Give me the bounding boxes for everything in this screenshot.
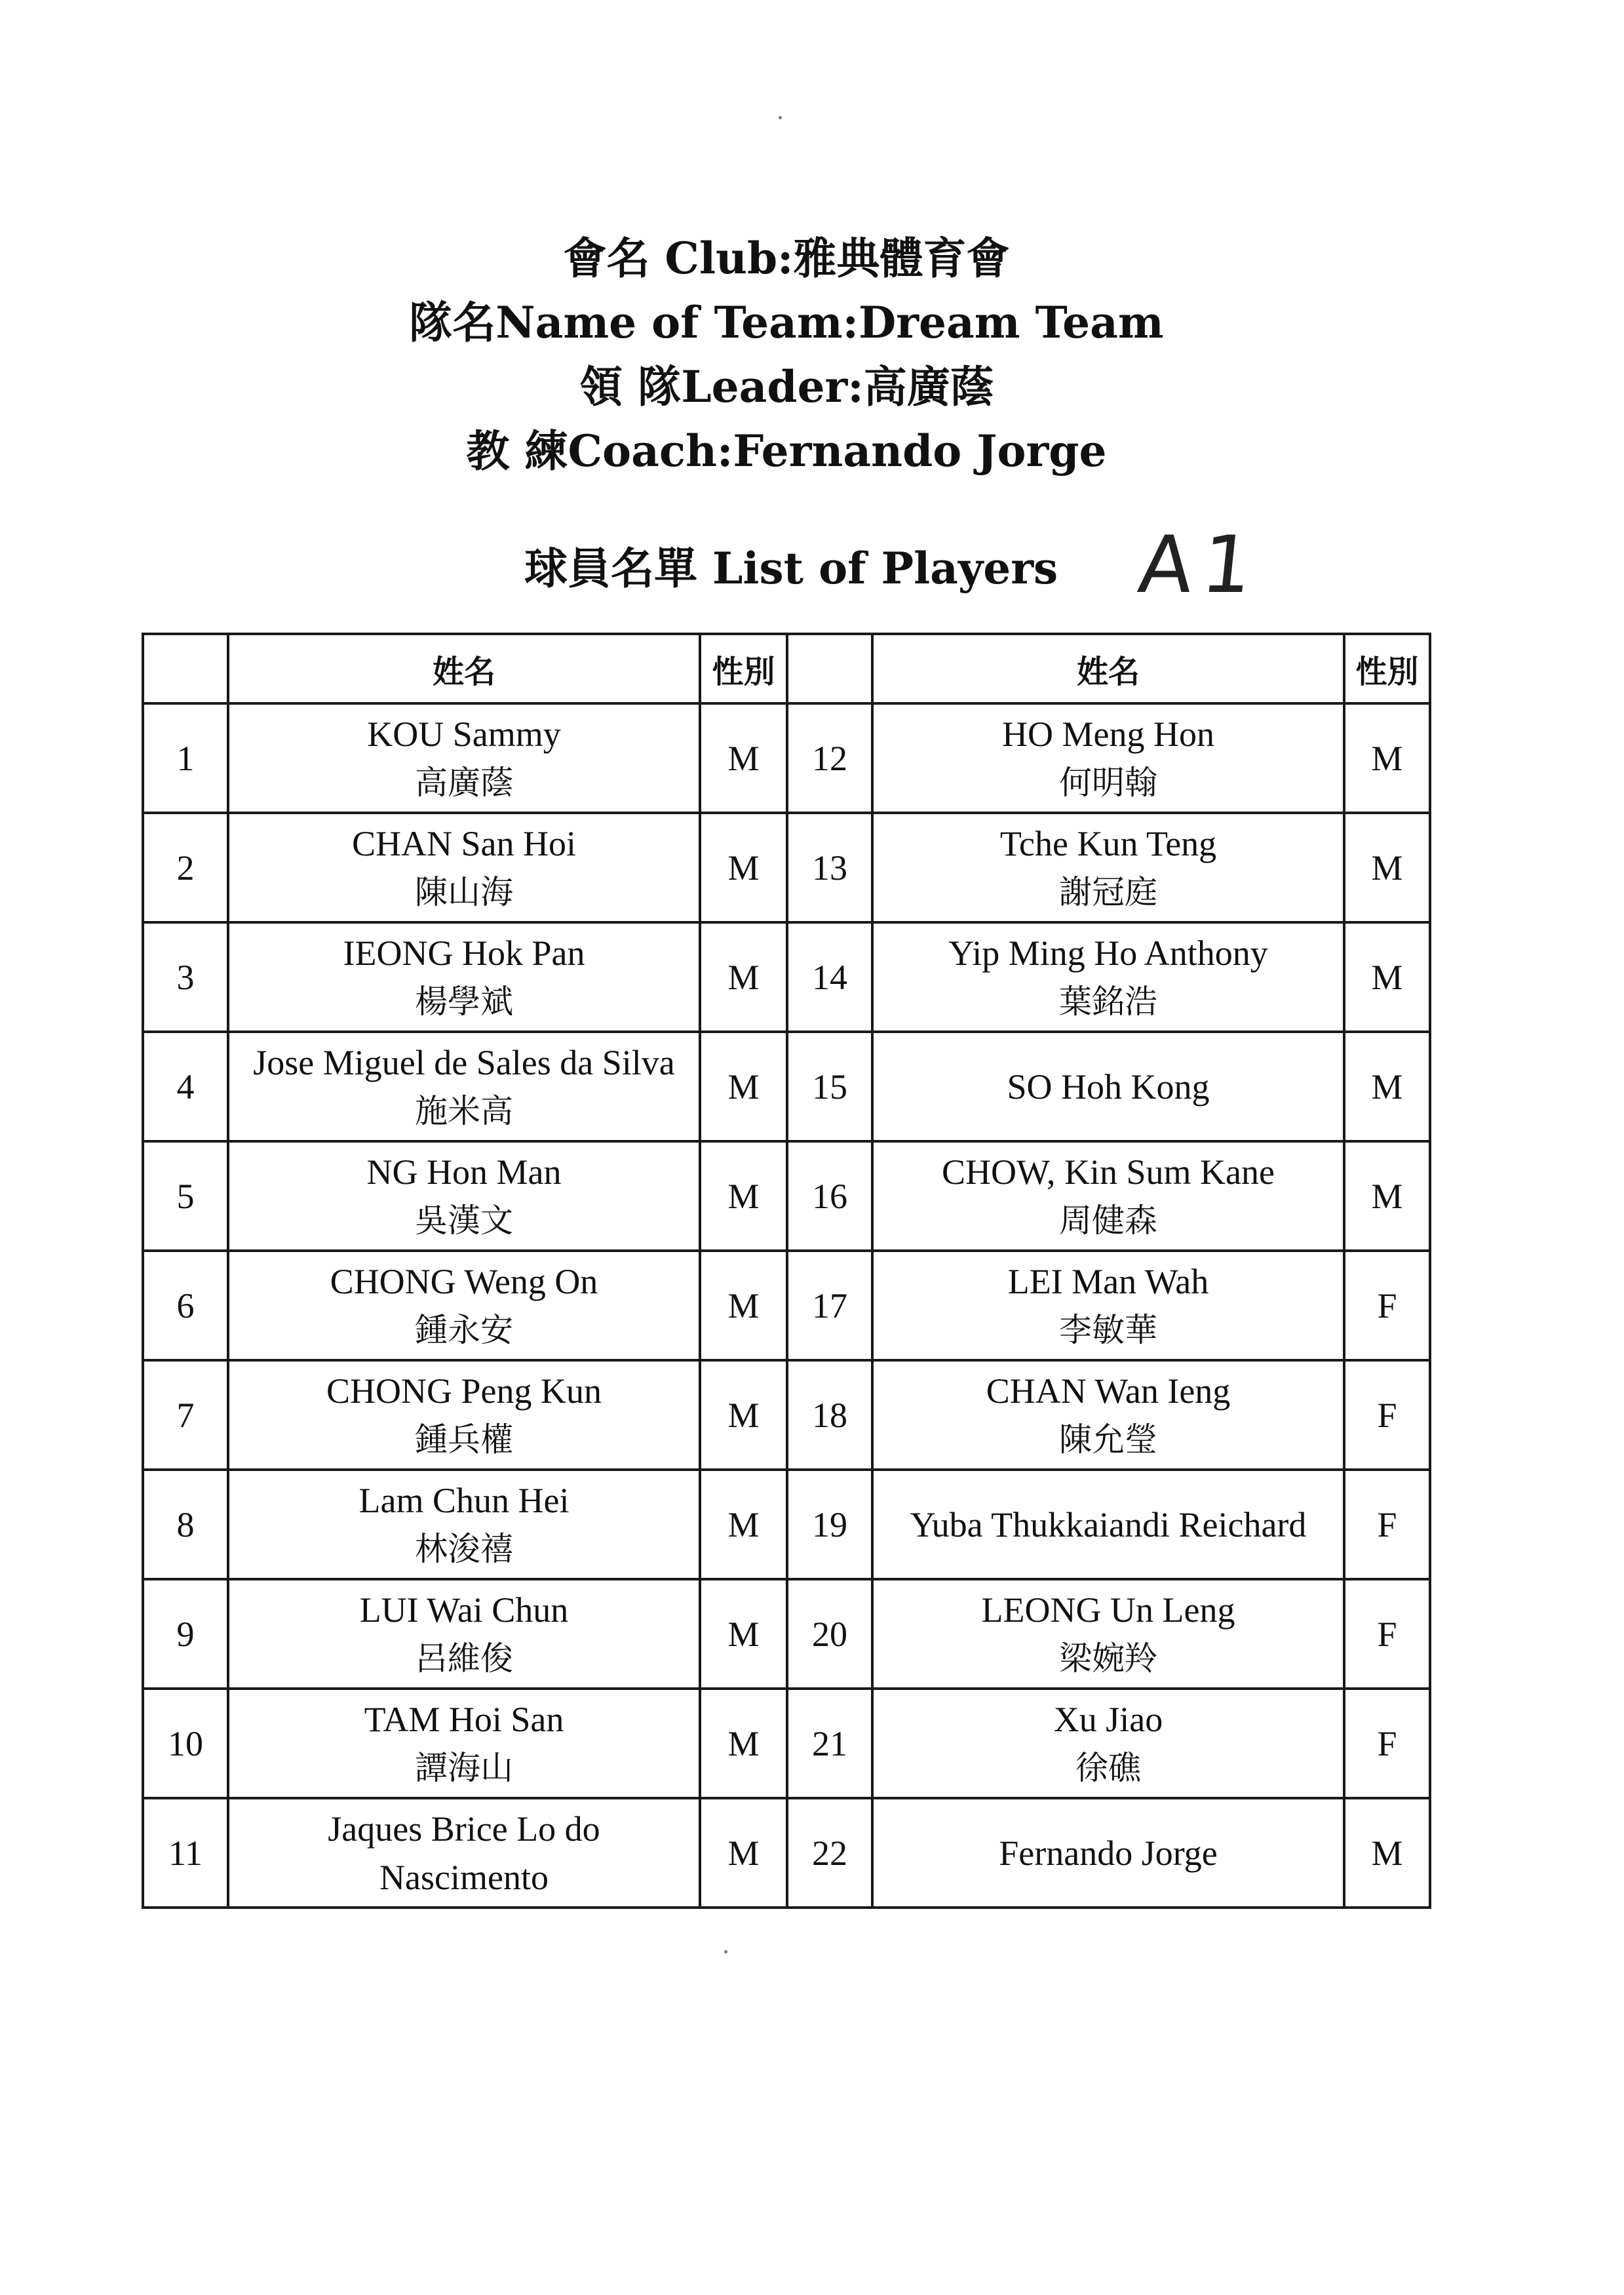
- player-gender: M: [700, 703, 787, 813]
- player-name-cell: [872, 922, 1344, 1032]
- header-left-gender: 性別: [700, 634, 787, 703]
- player-name-en: LEI Man Wah: [1007, 1261, 1209, 1301]
- table-row: [143, 813, 1430, 922]
- player-gender: F: [1344, 1689, 1430, 1798]
- player-name-zh: 周健森: [1059, 1201, 1157, 1240]
- header-left-no: [143, 634, 228, 703]
- player-name-zh: 李敏華: [1059, 1310, 1157, 1349]
- player-number: 7: [143, 1360, 228, 1470]
- player-gender: M: [700, 1141, 787, 1251]
- player-name-cell: [228, 1470, 700, 1579]
- player-name-en: LEONG Un Leng: [981, 1590, 1235, 1630]
- club-line: 會名 Club:雅典體育會: [563, 233, 1010, 284]
- player-name-en: HO Meng Hon: [1002, 714, 1214, 754]
- player-name-en: Jose Miguel de Sales da Silva: [253, 1042, 675, 1082]
- player-name-cell: [228, 1141, 700, 1251]
- table-row: [143, 1141, 1430, 1251]
- player-name-en: Lam Chun Hei: [358, 1480, 570, 1520]
- header-right-name: 姓名: [872, 634, 1344, 703]
- player-name-en: SO Hoh Kong: [1007, 1067, 1210, 1107]
- player-name-en: CHOW, Kin Sum Kane: [942, 1152, 1275, 1192]
- player-name-zh: 鍾兵權: [415, 1420, 513, 1459]
- player-number: 22: [787, 1798, 872, 1908]
- player-gender: M: [1344, 703, 1430, 813]
- table-row: [143, 1579, 1430, 1689]
- player-name-en: CHONG Peng Kun: [326, 1371, 602, 1411]
- player-number: 12: [787, 703, 872, 813]
- player-name-cell: [872, 1689, 1344, 1798]
- player-name-zh: 林浚禧: [415, 1529, 513, 1568]
- table-header-row: [143, 634, 1430, 703]
- player-gender: M: [1344, 1032, 1430, 1141]
- player-name-en: NG Hon Man: [366, 1152, 562, 1192]
- team-line: 隊名Name of Team:Dream Team: [409, 297, 1164, 348]
- player-gender: F: [1344, 1579, 1430, 1689]
- scan-speck: [724, 1950, 727, 1953]
- scan-speck: [779, 116, 782, 119]
- player-number: 15: [787, 1032, 872, 1141]
- player-name-zh: 陳山海: [415, 873, 513, 911]
- player-number: 2: [143, 813, 228, 922]
- player-number: 16: [787, 1141, 872, 1251]
- table-row: [143, 703, 1430, 813]
- header-right-gender: 性別: [1344, 634, 1430, 703]
- player-name-en: Jaques Brice Lo do: [328, 1809, 600, 1849]
- player-name-cell: [872, 1141, 1344, 1251]
- player-gender: M: [1344, 813, 1430, 922]
- player-name-cell: [872, 1798, 1344, 1908]
- player-gender: M: [700, 1470, 787, 1579]
- player-gender: M: [700, 1689, 787, 1798]
- player-number: 21: [787, 1689, 872, 1798]
- player-name-cell: [228, 1579, 700, 1689]
- player-number: 14: [787, 922, 872, 1032]
- header-right-no: [787, 634, 872, 703]
- player-gender: M: [700, 922, 787, 1032]
- handwritten-mark: A1: [1134, 520, 1266, 611]
- table-row: [143, 1470, 1430, 1579]
- player-name-en: Xu Jiao: [1053, 1699, 1163, 1739]
- player-name-zh: 鍾永安: [415, 1310, 513, 1349]
- player-gender: M: [1344, 922, 1430, 1032]
- player-gender: F: [1344, 1360, 1430, 1470]
- player-number: 5: [143, 1141, 228, 1251]
- player-name-en: Fernando Jorge: [999, 1833, 1218, 1873]
- player-name-en: Yuba Thukkaiandi Reichard: [910, 1504, 1307, 1544]
- player-name-en: LUI Wai Chun: [359, 1590, 569, 1630]
- player-name-cell: [872, 1032, 1344, 1141]
- table-row: [143, 1032, 1430, 1141]
- table-row: [143, 1689, 1430, 1798]
- player-gender: M: [1344, 1798, 1430, 1908]
- player-name-en: TAM Hoi San: [364, 1699, 564, 1739]
- player-number: 1: [143, 703, 228, 813]
- player-name-zh: 葉銘浩: [1059, 982, 1157, 1021]
- player-name-cell: [872, 1579, 1344, 1689]
- player-name-cell: [872, 1360, 1344, 1470]
- player-name-en: IEONG Hok Pan: [343, 933, 585, 973]
- player-name-zh: 呂維俊: [415, 1639, 513, 1677]
- player-name-cell: [228, 703, 700, 813]
- player-name-cell: [228, 813, 700, 922]
- player-gender: M: [700, 1360, 787, 1470]
- table-row: [143, 1251, 1430, 1360]
- players-table: [142, 633, 1431, 1909]
- player-name-cell: [872, 1470, 1344, 1579]
- document-header: [0, 226, 1573, 483]
- table-row: [143, 1360, 1430, 1470]
- player-name-cell: [228, 1251, 700, 1360]
- player-gender: M: [700, 1579, 787, 1689]
- player-number: 4: [143, 1032, 228, 1141]
- player-name-cell: [228, 922, 700, 1032]
- player-name-en: KOU Sammy: [367, 714, 561, 754]
- player-gender: F: [1344, 1470, 1430, 1579]
- player-name-cell: [872, 1251, 1344, 1360]
- table-row: [143, 922, 1430, 1032]
- player-number: 20: [787, 1579, 872, 1689]
- player-name-zh: 謝冠庭: [1059, 873, 1157, 911]
- player-name-zh: 吳漢文: [415, 1201, 513, 1240]
- player-name-cell: [872, 813, 1344, 922]
- list-title: 球員名單 List of Players: [524, 543, 1058, 594]
- player-name-en: CHAN San Hoi: [351, 823, 576, 863]
- player-gender: M: [700, 1798, 787, 1908]
- player-name-zh: 高廣蔭: [415, 763, 513, 802]
- player-name-zh: 何明翰: [1059, 763, 1157, 802]
- player-name-cell: [872, 703, 1344, 813]
- player-gender: M: [1344, 1141, 1430, 1251]
- player-gender: M: [700, 1251, 787, 1360]
- player-name-cell: [228, 1798, 700, 1908]
- player-name-cell: [228, 1032, 700, 1141]
- player-gender: M: [700, 813, 787, 922]
- coach-line: 教 練Coach:Fernando Jorge: [466, 425, 1107, 477]
- player-number: 9: [143, 1579, 228, 1689]
- player-name-en: Yip Ming Ho Anthony: [948, 933, 1268, 973]
- player-name-zh: 陳允瑩: [1059, 1420, 1157, 1459]
- player-number: 8: [143, 1470, 228, 1579]
- player-number: 11: [143, 1798, 228, 1908]
- player-name-zh: 譚海山: [415, 1748, 513, 1787]
- player-name-zh: 徐礁: [1075, 1748, 1141, 1787]
- leader-line: 領 隊Leader:高廣蔭: [579, 361, 994, 412]
- player-name-zh: 施米高: [415, 1091, 513, 1130]
- player-name-en: CHONG Weng On: [330, 1261, 598, 1301]
- player-number: 19: [787, 1470, 872, 1579]
- player-name-cell: [228, 1689, 700, 1798]
- player-number: 17: [787, 1251, 872, 1360]
- player-number: 13: [787, 813, 872, 922]
- header-left-name: 姓名: [228, 634, 700, 703]
- player-number: 18: [787, 1360, 872, 1470]
- player-number: 10: [143, 1689, 228, 1798]
- player-gender: M: [700, 1032, 787, 1141]
- player-name-en-continued: Nascimento: [379, 1857, 549, 1897]
- player-name-cell: [228, 1360, 700, 1470]
- player-name-en: CHAN Wan Ieng: [986, 1371, 1231, 1411]
- player-name-zh: 楊學斌: [415, 982, 513, 1021]
- player-number: 6: [143, 1251, 228, 1360]
- player-name-zh: 梁婉羚: [1059, 1639, 1157, 1677]
- table-row: [143, 1798, 1430, 1908]
- player-gender: F: [1344, 1251, 1430, 1360]
- player-number: 3: [143, 922, 228, 1032]
- player-name-en: Tche Kun Teng: [999, 823, 1217, 863]
